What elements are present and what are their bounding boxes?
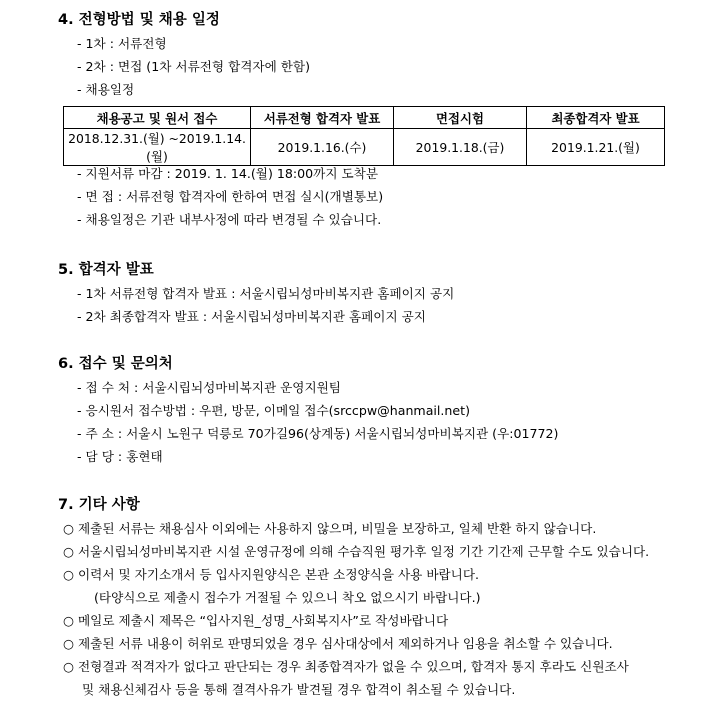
list-item: ○ 전형결과 적격자가 없다고 판단되는 경우 최종합격자가 없을 수 있으며, 합격자 통지 후라도 신원조사 [63, 659, 629, 674]
table-cell: 2019.1.16.(수) [251, 129, 394, 166]
table-cell: 2018.12.31.(월) ~2019.1.14.(월) [64, 129, 251, 166]
list-item: ○ 이력서 및 자기소개서 등 입사지원양식은 본관 소정양식을 사용 바랍니다. [63, 567, 479, 582]
list-item: - 접 수 처 : 서울시립뇌성마비복지관 운영지원팀 [77, 380, 341, 395]
list-item: - 담 당 : 홍현태 [77, 449, 163, 464]
table-header-cell: 채용공고 및 원서 접수 [64, 107, 251, 129]
table-header-cell: 면접시험 [394, 107, 527, 129]
list-item-continuation: 및 채용신체검사 등을 통해 결격사유가 발견될 경우 합격이 취소될 수 있습니다. [82, 682, 516, 697]
list-item: ○ 제출된 서류는 채용심사 이외에는 사용하지 않으며, 비밀을 보장하고, 일체 반환 하지 않습니다. [63, 521, 597, 536]
list-item: - 채용일정 [77, 82, 135, 97]
table-header-cell: 최종합격자 발표 [527, 107, 665, 129]
section-6-title: 6. 접수 및 문의처 [58, 356, 173, 372]
table-row [64, 129, 665, 166]
table-header-row [64, 107, 665, 129]
section-7-title: 7. 기타 사항 [58, 497, 140, 513]
list-item: - 2차 : 면접 (1차 서류전형 합격자에 한함) [77, 59, 310, 74]
note-item: - 면 접 : 서류전형 합격자에 한하여 면접 실시(개별통보) [77, 189, 384, 204]
table-cell: 2019.1.18.(금) [394, 129, 527, 166]
list-item: ○ 메일로 제출시 제목은 “입사지원_성명_사회복지사”로 작성바랍니다 [63, 613, 449, 628]
list-item: - 1차 서류전형 합격자 발표 : 서울시립뇌성마비복지관 홈페이지 공지 [77, 286, 455, 301]
section-5-title: 5. 합격자 발표 [58, 262, 154, 278]
list-item-continuation: (타양식으로 제출시 접수가 거절될 수 있으니 착오 없으시기 바랍니다.) [94, 590, 481, 605]
section-4-title: 4. 전형방법 및 채용 일정 [58, 12, 220, 28]
schedule-table [63, 106, 665, 166]
list-item: - 주 소 : 서울시 노원구 덕릉로 70가길96(상계동) 서울시립뇌성마비복지관 (우:01772) [77, 426, 559, 441]
table-cell: 2019.1.21.(월) [527, 129, 665, 166]
table-header-cell: 서류전형 합격자 발표 [251, 107, 394, 129]
list-item: - 응시원서 접수방법 : 우편, 방문, 이메일 접수(srccpw@hanmail.net) [77, 403, 470, 418]
list-item: - 1차 : 서류전형 [77, 36, 167, 51]
note-item: - 지원서류 마감 : 2019. 1. 14.(월) 18:00까지 도착분 [77, 166, 379, 181]
note-item: - 채용일정은 기관 내부사정에 따라 변경될 수 있습니다. [77, 212, 382, 227]
list-item: - 2차 최종합격자 발표 : 서울시립뇌성마비복지관 홈페이지 공지 [77, 309, 426, 324]
list-item: ○ 서울시립뇌성마비복지관 시설 운영규정에 의해 수습직원 평가후 일정 기간 기간제 근무할 수도 있습니다. [63, 544, 650, 559]
list-item: ○ 제출된 서류 내용이 허위로 판명되었을 경우 심사대상에서 제외하거나 임용을 취소할 수 있습니다. [63, 636, 613, 651]
